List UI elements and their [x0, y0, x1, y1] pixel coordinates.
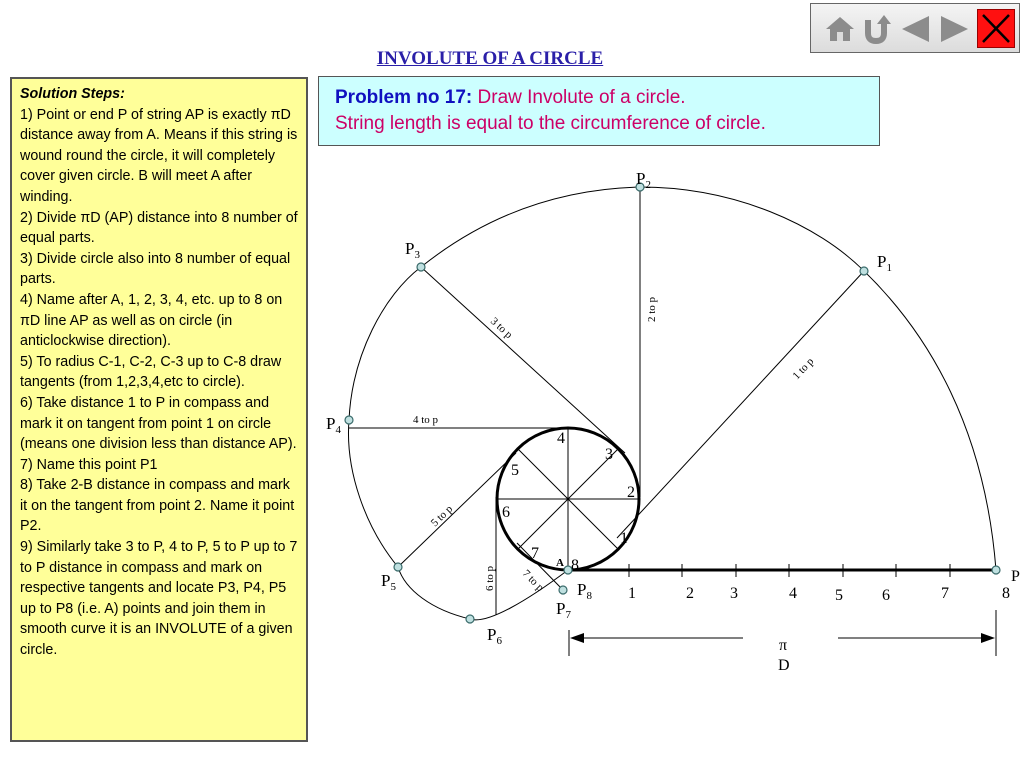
step-item: 6) Take distance 1 to P in compass and mark it on tangent from point 1 on circle (means one division less than distance AP).	[20, 394, 297, 453]
step-item: 3) Divide circle also into 8 number of equal parts.	[20, 250, 291, 288]
division-label-1: 1	[628, 585, 636, 602]
step-item: 2) Divide πD (AP) distance into 8 number of equal parts.	[20, 209, 298, 247]
tangent-label-3: 3 to p	[487, 315, 515, 341]
point-marker-p7	[559, 586, 567, 594]
circle-label-1: 1	[620, 530, 628, 547]
step-item: 4) Name after A, 1, 2, 3, 4, etc. up to 8 on πD line AP as well as on circle (in anticlockwise direction).	[20, 291, 283, 350]
step-item: 7) Name this point P1	[20, 456, 158, 473]
point-label-p6: $P_6$	[487, 625, 502, 647]
arrow-left-icon	[570, 633, 584, 643]
point-a-label: A	[556, 557, 564, 569]
point-marker-p5	[394, 563, 402, 571]
problem-line-1: Draw Involute of a circle.	[477, 87, 686, 108]
step-item: 5) To radius C-1, C-2, C-3 up to C-8 draw tangents (from 1,2,3,4,etc to circle).	[20, 353, 282, 391]
point-label-p5: $P_5$	[381, 571, 396, 593]
circle-label-8: 8	[571, 557, 579, 574]
dimension-pi-label: π	[779, 637, 788, 654]
steps-heading: Solution Steps:	[20, 86, 125, 102]
problem-label: Problem no 17:	[335, 87, 473, 108]
point-label-p4: $P_4$	[326, 414, 341, 436]
point-label-p8: $P_8$	[577, 580, 592, 602]
circle-label-5: 5	[511, 462, 519, 479]
division-label-6: 6	[882, 587, 890, 604]
circle-label-2: 2	[627, 484, 635, 501]
division-label-2: 2	[686, 585, 694, 602]
point-marker-p	[992, 566, 1000, 574]
circle-label-6: 6	[502, 504, 510, 521]
point-label-p1: $P_1$	[877, 252, 892, 274]
tangent-label-7: 7 to p	[519, 567, 547, 594]
division-label-8: 8	[1002, 585, 1010, 602]
circle-label-3: 3	[605, 446, 613, 463]
dimension-d-label: D	[778, 657, 790, 674]
problem-line-2: String length is equal to the circumference of circle.	[335, 113, 766, 134]
step-item: 8) Take 2-B distance in compass and mark it on the tangent from point 2. Name it point P2.	[20, 477, 295, 535]
division-label-7: 7	[941, 585, 949, 602]
circle-label-7: 7	[531, 545, 539, 562]
point-label-p3: $P_3$	[405, 239, 420, 261]
point-marker-p1	[860, 267, 868, 275]
endpoint-label: P	[1011, 568, 1020, 585]
division-label-5: 5	[835, 587, 843, 604]
tangent-label-5: 5 to p	[428, 503, 456, 530]
tangent-label-4: 4 to p	[413, 414, 439, 426]
division-label-3: 3	[730, 585, 738, 602]
point-marker-p3	[417, 263, 425, 271]
point-marker-p6	[466, 615, 474, 623]
step-item: 1) Point or end P of string AP is exactly πD distance away from A. Means if this string is wound round the circle, it will completely cover given circle. B will meet A after winding.	[20, 106, 298, 205]
tangent-label-1: 1 to p	[790, 355, 817, 383]
tangent-line-3	[421, 267, 625, 453]
division-label-4: 4	[789, 585, 797, 602]
point-marker-p4	[345, 416, 353, 424]
arrow-right-icon	[981, 633, 995, 643]
point-label-p7: $P_7$	[556, 599, 571, 621]
tangent-label-2: 2 to p	[646, 296, 658, 322]
circle-label-4: 4	[557, 430, 565, 447]
step-item: 9) Similarly take 3 to P, 4 to P, 5 to P up to 7 to P distance in compass and mark on respective tangents and locate P3, P4, P5 up to P8 (i.e. A) points and join them in smooth curve it is an INVOLUTE of a given circle.	[20, 539, 298, 659]
tangent-label-6: 6 to p	[484, 565, 496, 591]
involute-curve	[348, 187, 996, 620]
page-title: INVOLUTE OF A CIRCLE	[376, 48, 604, 69]
point-label-p2: $P_2$	[636, 169, 651, 191]
